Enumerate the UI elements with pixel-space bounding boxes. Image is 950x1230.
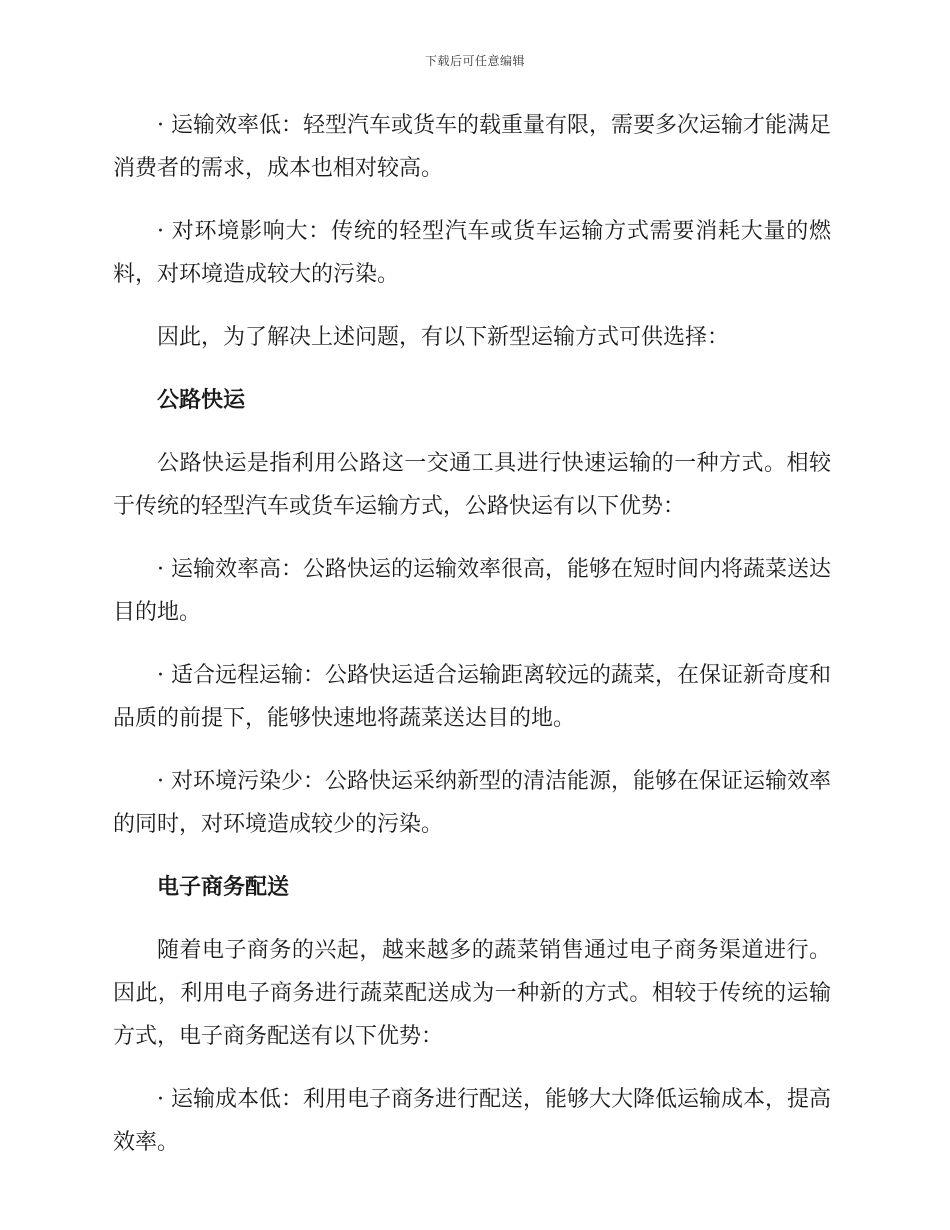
- bullet-paragraph: · 运输效率低：轻型汽车或货车的载重量有限，需要多次运输才能满足消费者的需求，成本也相对较高。: [113, 113, 831, 181]
- section-heading: 公路快运: [157, 388, 246, 413]
- body-paragraph: 公路快运是指利用公路这一交通工具进行快速运输的一种方式。相较于传统的轻型汽车或货车运输方式，公路快运有以下优势：: [113, 451, 831, 519]
- section-heading: 电子商务配送: [157, 875, 290, 900]
- body-paragraph: 随着电子商务的兴起，越来越多的蔬菜销售通过电子商务渠道进行。因此，利用电子商务进行蔬菜配送成为一种新的方式。相较于传统的运输方式，电子商务配送有以下优势：: [113, 938, 831, 1049]
- page-header: 下载后可任意编辑: [424, 54, 525, 68]
- bullet-paragraph: · 运输成本低：利用电子商务进行配送，能够大大降低运输成本，提高效率。: [113, 1087, 831, 1155]
- bullet-paragraph: · 运输效率高：公路快运的运输效率很高，能够在短时间内将蔬菜送达目的地。: [113, 557, 831, 625]
- body-paragraph: 因此，为了解决上述问题，有以下新型运输方式可供选择：: [157, 325, 730, 350]
- bullet-paragraph: · 对环境影响大：传统的轻型汽车或货车运输方式需要消耗大量的燃料，对环境造成较大的污染。: [113, 219, 831, 287]
- bullet-paragraph: · 适合远程运输：公路快运适合运输距离较远的蔬菜，在保证新奇度和品质的前提下，能够快速地将蔬菜送达目的地。: [113, 663, 831, 731]
- bullet-paragraph: · 对环境污染少：公路快运采纳新型的清洁能源，能够在保证运输效率的同时，对环境造成较少的污染。: [113, 769, 831, 837]
- document-body: [113, 104, 831, 1184]
